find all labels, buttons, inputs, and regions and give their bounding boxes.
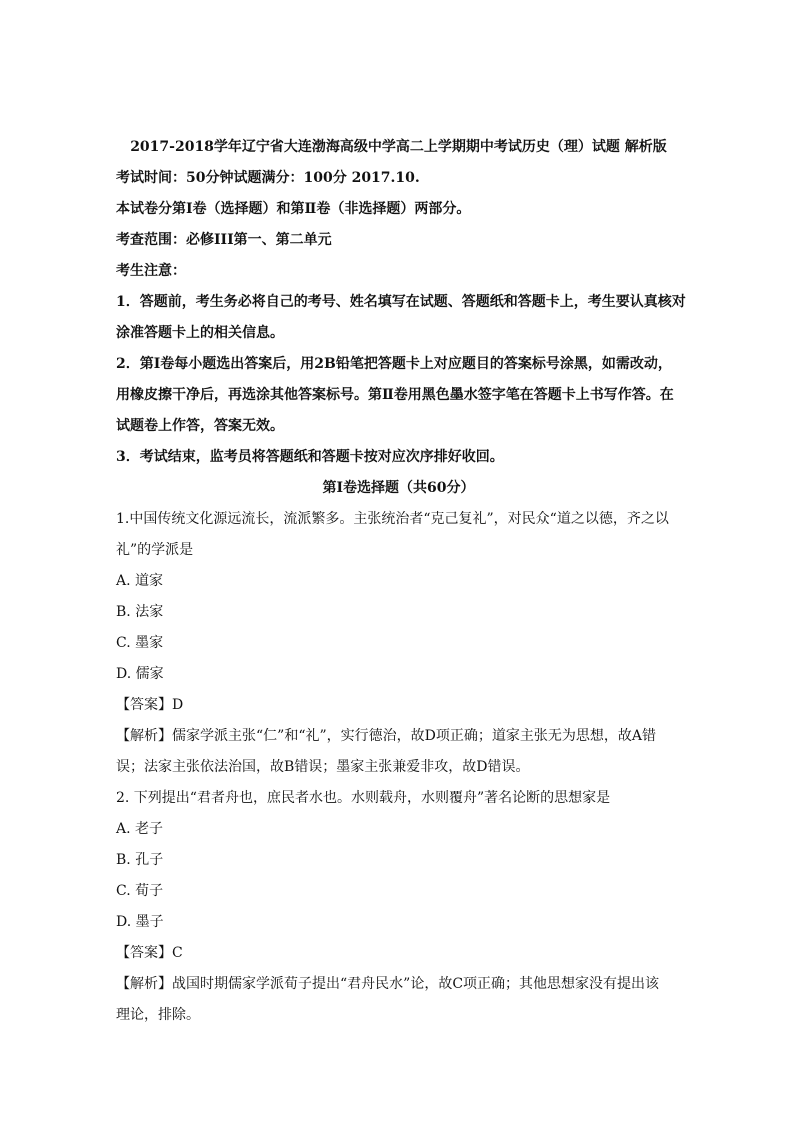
exam-scope: 考查范围：必修III第一、第二单元 (116, 232, 332, 248)
option-a: A. 老子 (116, 821, 164, 837)
document-content (116, 132, 686, 1031)
answer: 【答案】C (116, 945, 183, 961)
notice-line: 3．考试结束，监考员将答题纸和答题卡按对应次序排好收回。 (116, 449, 504, 465)
notice-heading: 考生注意： (116, 263, 186, 279)
question-1 (116, 504, 681, 783)
paper-composition: 本试卷分第Ⅰ卷（选择题）和第Ⅱ卷（非选择题）两部分。 (116, 201, 471, 217)
option-c: C. 墨家 (116, 635, 164, 651)
option-b: B. 法家 (116, 604, 164, 620)
question-stem: 1.中国传统文化源远流长，流派繁多。主张统治者“克己复礼”，对民众“道之以德，齐之以 (116, 511, 669, 527)
exam-time: 考试时间：50分钟试题满分：100分 2017.10. (116, 170, 420, 186)
analysis: 【解析】儒家学派主张“仁”和“礼”，实行德治，故D项正确；道家主张无为思想，故A错 (116, 728, 656, 744)
question-2 (116, 783, 681, 1031)
notice-line: 2．第Ⅰ卷每小题选出答案后，用2B铅笔把答题卡上对应题目的答案标号涂黑，如需改动， (116, 356, 672, 372)
notice-line: 1．答题前，考生务必将自己的考号、姓名填写在试题、答题纸和答题卡上，考生要认真核对 (116, 294, 686, 310)
option-b: B. 孔子 (116, 852, 164, 868)
analysis: 理论，排除。 (116, 1007, 200, 1023)
answer: 【答案】D (116, 697, 184, 713)
question-stem: 2. 下列提出“君者舟也，庶民者水也。水则载舟，水则覆舟”著名论断的思想家是 (116, 790, 611, 806)
question-stem: 礼”的学派是 (116, 542, 194, 558)
analysis: 误；法家主张依法治国，故B错误；墨家主张兼爱非攻，故D错误。 (116, 759, 530, 775)
notice-1 (116, 287, 686, 349)
option-d: D. 墨子 (116, 914, 164, 930)
notice-line: 涂准答题卡上的相关信息。 (116, 325, 284, 341)
notice-3 (116, 442, 681, 473)
notice-2 (116, 349, 681, 442)
analysis: 【解析】战国时期儒家学派荀子提出“君舟民水”论，故C项正确；其他思想家没有提出该 (116, 976, 660, 992)
option-d: D. 儒家 (116, 666, 164, 682)
option-a: A. 道家 (116, 573, 164, 589)
notice-line: 试题卷上作答，答案无效。 (116, 418, 284, 434)
document-title: 2017-2018学年辽宁省大连渤海高级中学高二上学期期中考试历史（理）试题 解析版 (130, 139, 667, 155)
section-title: 第Ⅰ卷选择题（共60分） (322, 480, 475, 496)
option-c: C. 荀子 (116, 883, 164, 899)
notice-line: 用橡皮擦干净后，再选涂其他答案标号。第Ⅱ卷用黑色墨水签字笔在答题卡上书写作答。在 (116, 387, 674, 403)
